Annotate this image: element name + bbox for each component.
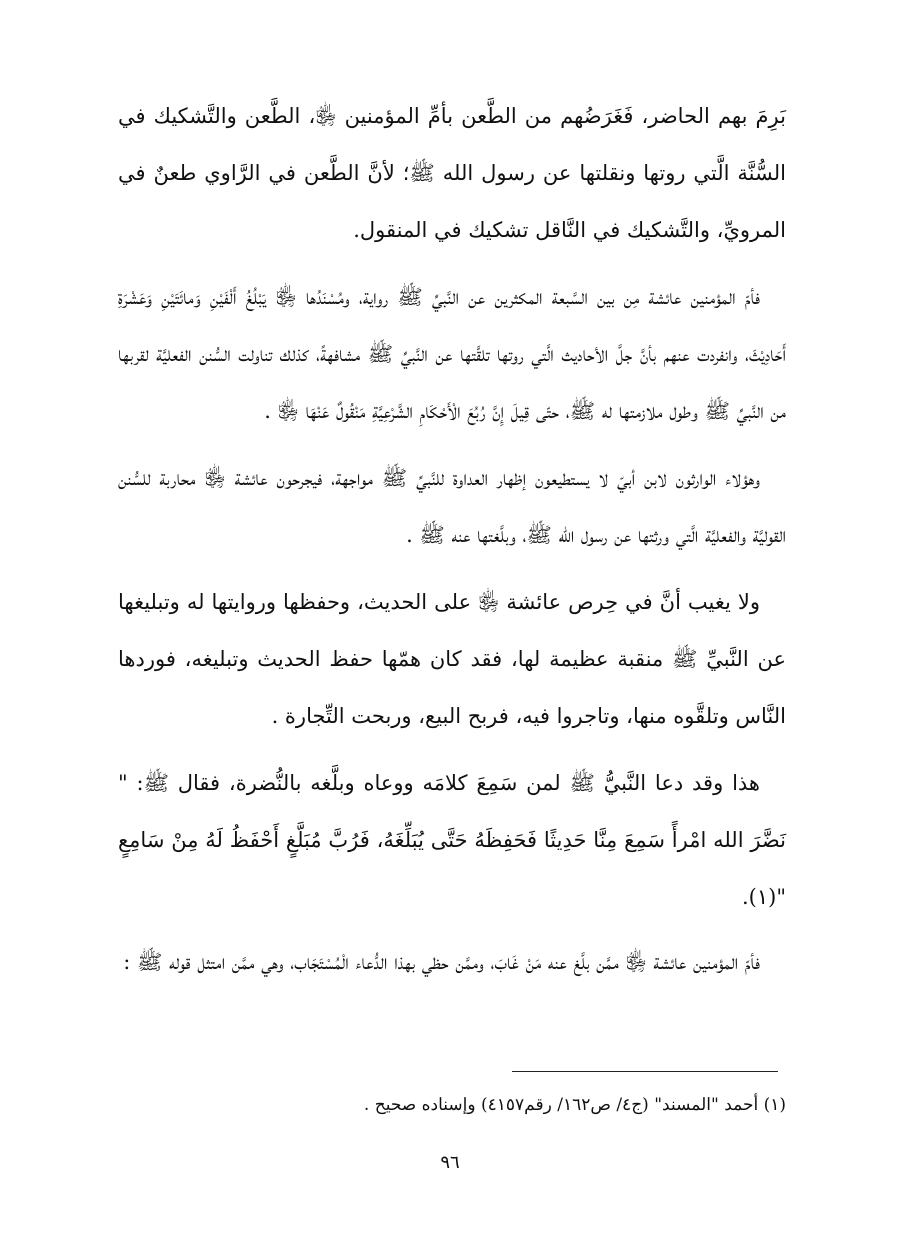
paragraph-6: فأمّ المؤمنين عائشة ﵂ ممَّن بلَّغ عنه مَنْ غَابَ، وممَّن حظي بهذا الدُّعاء الْمُسْتَجَاب، وهي ممَّن امتثل قوله ﷺ : [123, 950, 760, 974]
paragraph-3: وهؤلاء الوارثون لابن أبيّ لا يستطيعون إظهار العداوة للنَّبيِّ ﷺ مواجهة، فيجرحون عائشة ﵂ محاربة للسُّنن القوليَّة والفعليَّة الَّتي ورثتها عن رسول الله ﷺ، وبلَّغتها عنه ﷺ . [118, 466, 786, 547]
paragraph-5: هذا وقد دعا النَّبيُّ ﷺ لمن سَمِعَ كلامَه ووعاه وبلَّغه بالنُّضرة، فقال ﷺ: " نَضَّرَ الله امْرأً سَمِعَ مِنَّا حَدِيثًا فَحَفِظَهُ حَتَّى يُبَلِّغَهُ، فَرُبَّ مُبَلَّغٍ أَحْفَظُ لَهُ مِنْ سَامِعٍ "(١). [118, 771, 786, 909]
paragraph-1: بَرِمَ بهم الحاضر، فَغَرَضُهم من الطَّعن بأمِّ المؤمنين ﵂، الطَّعن والتَّشكيك في السُّنَّة الَّتي روتها ونقلتها عن رسول الله ﷺ؛ لأنَّ الطَّعن في الرَّاوي طعنٌ في المرويِّ، والتَّشكيك في النَّاقل تشكيك في المنقول. [118, 104, 786, 242]
main-text [118, 88, 786, 1001]
footnote: (١) أحمد "المسند" (ج٤/ ص١٦٢/ رقم٤١٥٧) وإسناده صحيح . [363, 1095, 786, 1115]
footnote-divider [512, 1071, 778, 1072]
paragraph-2: فأمّ المؤمنين عائشة مِن بين السَّبعة المكثرين عن النَّبيِّ ﷺ رواية، ومُسْنَدُها ﵂ يَبْلُغُ أَلْفَيْنِ وَمائَتَيْنِ وَعَشْرَةِ أَحَادِيْثَ، وانفردت عنهم بأنَّ جلَّ الأحاديث الَّتي روتها تلقَّتها عن النَّبيِّ ﷺ مشافهةً، كذلك تناولت السُّنن الفعليَّة لقربها من النَّبيِّ ﷺ وطول ملازمتها له ﷺ، حتّى قِيلَ إِنَّ رُبُعَ الْأَحْكَامِ الشَّرْعِيَّةِ مَنْقُولٌ عَنْهَا ﵂ . [118, 285, 786, 423]
page-number: ٩٦ [440, 1152, 460, 1173]
paragraph-4: ولا يغيب أنَّ في حِرص عائشة ﵂ على الحديث، وحفظها وروايتها له وتبليغها عن النَّبيِّ ﷺ منقبة عظيمة لها، فقد كان همّها حفظ الحديث وتبليغه، فوردها النَّاس وتلقَّوه منها، وتاجروا فيه، فربح البيع، وربحت التِّجارة . [118, 590, 786, 728]
